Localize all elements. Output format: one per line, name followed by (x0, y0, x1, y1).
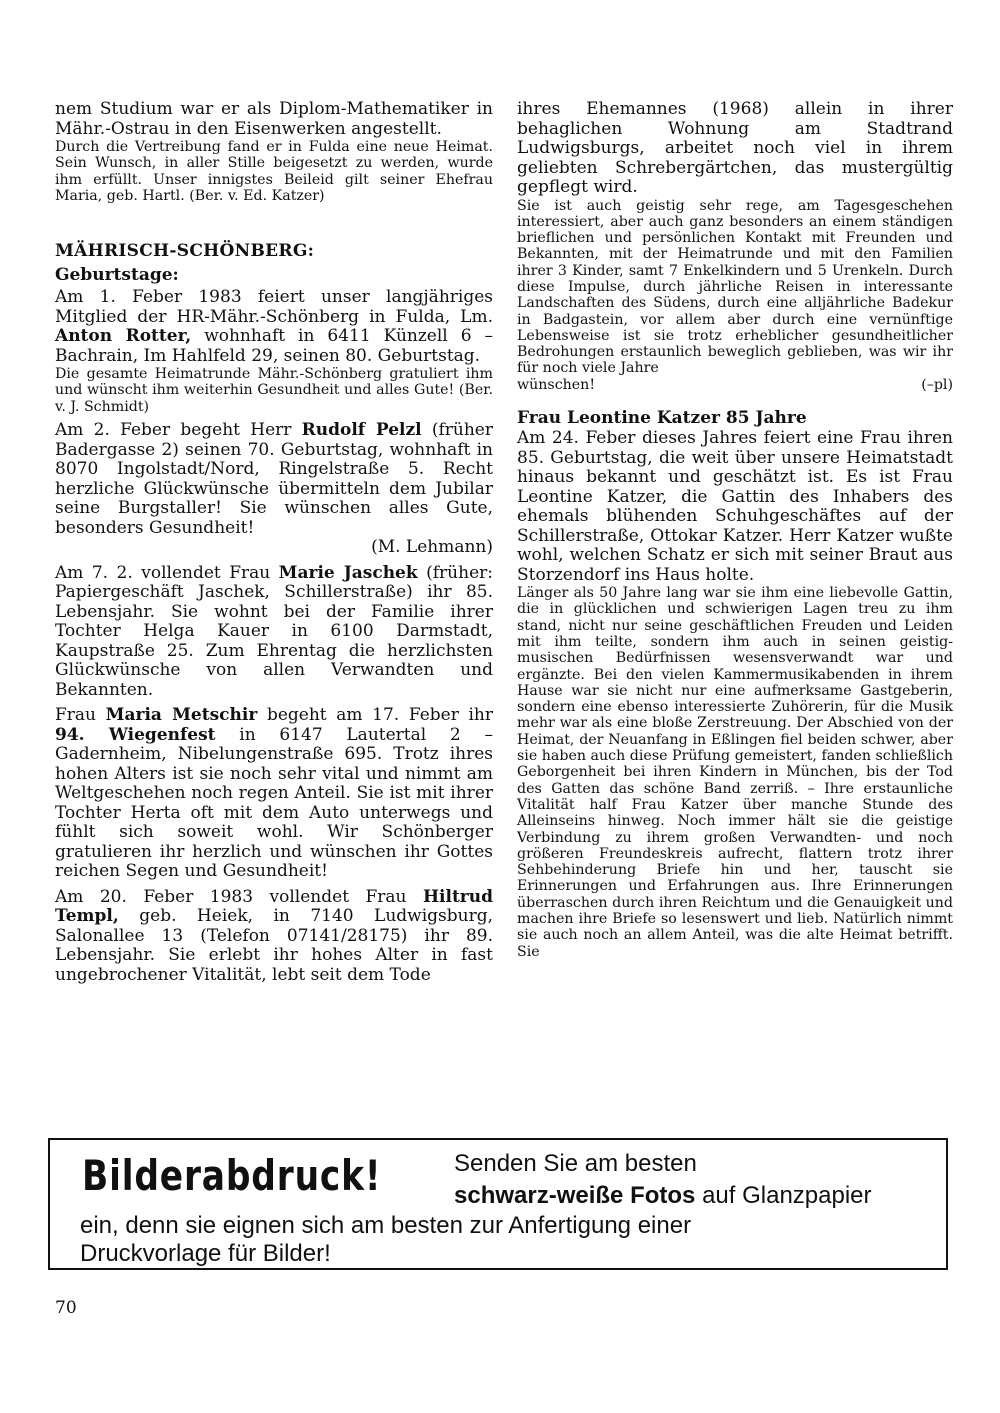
article-continuation: nem Studium war er als Diplom-Mathematiker in Mähr.-Ostrau in den Eisenwerken angestellt. (55, 99, 493, 139)
person-name: Hiltrud Templ, (55, 886, 494, 927)
signoff: (–pl) (921, 376, 953, 393)
ad-line: Druckvorlage für Bilder! (80, 1240, 331, 1267)
obituary-paragraph: Durch die Vertreibung fand er in Fulda eine neue Heimat. Sein Wunsch, in aller Stille beigesetzt zu werden, wurde ihm erfüllt. Unser innigstes Beileid gilt seiner Ehefrau Maria, geb. Hartl. (Ber. v. Ed. Katzer) (55, 139, 493, 204)
text: (früher: Papiergeschäft Jaschek, Schillerstraße) ihr 85. Lebensjahr. Sie wohnt bei der Familie ihrer Tochter Helga Kauer in 6100 Darmstadt, Kaupstraße 25. Zum Ehrentag die herzlichsten Glückwünsche von allen Verwandten und Bekannten. (55, 562, 493, 700)
subheading: Geburtstage: (55, 265, 179, 286)
birthday-entry-rotter (55, 288, 493, 366)
birthday-entry-jaschek (55, 564, 493, 701)
text: wünschen! (517, 376, 596, 393)
article-title: Frau Leontine Katzer 85 Jahre (517, 408, 807, 429)
body-paragraph: Sie ist auch geistig sehr rege, am Tagesgeschehen interessiert, aber auch ganz besonders an einem ständigen brieflichen und persönlichen Kontakt mit Freunden und Bekannten, mit der Heimatrunde und mit den Familien ihrer 3 Kinder, samt 7 Enkelkindern und 5 Urenkeln. Durch diese Impulse, durch jährliche Reisen in interessante Landschaften des Südens, durch eine alljährliche Badekur in Badgastein, vor allem aber durch eine vernünftige Lebensweise ist sie trotz erheblicher gesundheitlicher Bedrohungen erstaunlich beweglich geblieben, was wir ihr für noch viele Jahre (517, 197, 953, 377)
ad-emphasis: schwarz-weiße Fotos (454, 1182, 696, 1209)
section-heading: MÄHRISCH-SCHÖNBERG: (55, 241, 315, 262)
signoff: (M. Lehmann) (371, 537, 493, 558)
advertisement-box (48, 1138, 948, 1270)
ad-line: ein, denn sie eignen sich am besten zur Anfertigung einer (80, 1212, 692, 1239)
text: Am 20. Feber 1983 vollendet Frau (55, 886, 407, 907)
article-lead: Am 24. Feber dieses Jahres feiert eine Frau ihren 85. Geburtstag, die weit über unsere Heimatstadt hinaus bekannt und geschätzt ist. Es ist Frau Leontine Katzer, die Gattin des Inhabers des ehemals blühenden Schuhgeschäftes auf der Schillerstraße, Ottokar Katzer. Herr Katzer wußte wohl, welchen Schatz er sich mit seiner Braut aus Storzendorf ins Haus holte. (517, 428, 953, 585)
person-name: Maria Metschir (105, 705, 258, 726)
text: Am 7. 2. vollendet Frau (55, 562, 271, 583)
text: auf Glanzpapier (702, 1182, 872, 1209)
paragraph-ending (517, 377, 953, 393)
article-body: Länger als 50 Jahre lang war sie ihm eine liebevolle Gattin, die in glücklichen und schwierigen Lagen treu zu ihm stand, nicht nur seine geschäftlichen Freuden und Leiden mit ihm teilte, sondern ihm auch in seinen geistig-musischen Bedürfnissen wesensverwandt war und ergänzte. Bei den vielen Kammermusikabenden in ihrem Hause war sie nicht nur eine aufmerksame Gastgeberin, sondern eine ebenso interessierte Zuhörerin, für die Musik mehr war als eine bloße Zerstreuung. Der Abschied von der Heimat, der Neuanfang in Eßlingen fiel beiden schwer, aber sie haben auch diese Prüfung gemeistert, fanden schließlich Geborgenheit bei ihren Kindern in München, bis der Tod des Gatten das schöne Band zerriß. – Ihre erstaunliche Vitalität half Frau Katzer über manche Stunde des Alleinseins hinweg. Noch immer hält sie die geistige Verbindung zu ihrem großen Verwandten- und noch größeren Freundeskreis aufrecht, flattern trotz ihrer Sehbehinderung Briefe hin und her, tauscht sie Erinnerungen und Erfahrungen aus. Ihre Erinnerungen überraschen durch ihren Reichtum und die Genauigkeit und machen ihre Briefe so lesenswert und lieb. Natürlich nimmt sie auch noch an allem Anteil, was die alte Heimat betrifft. Sie (517, 585, 953, 960)
birthday-entry-templ (55, 888, 493, 986)
ad-line (454, 1182, 872, 1210)
text: Frau (55, 705, 97, 726)
person-name: Marie Jaschek (278, 562, 418, 583)
text: Am 2. Feber begeht Herr (55, 420, 292, 441)
text: Am 1. Feber 1983 feiert unser langjähriges Mitglied der HR-Mähr.-Schönberg in Fulda, Lm. (55, 287, 493, 327)
ad-title: Bilderabdruck! (82, 1151, 382, 1200)
right-column (517, 100, 953, 960)
person-name: Anton Rotter, (55, 326, 192, 347)
article-continuation: ihres Ehemannes (1968) allein in ihrer behaglichen Wohnung am Stadtrand Ludwigsburgs, arbeitet noch viel in ihrem geliebten Schrebergärtchen, das mustergültig gepflegt wird. (517, 99, 953, 197)
text: geb. Heiek, in 7140 Ludwigsburg, Salonallee 13 (Telefon 07141/28175) ihr 89. Lebensjahr. Sie erlebt ihr hohes Alter in fast ungebrochener Vitalität, lebt seit dem Tode (55, 906, 494, 985)
age-highlight: 94. Wiegenfest (55, 724, 216, 745)
birthday-entry-pelzl (55, 421, 493, 538)
page-number: 70 (55, 1298, 77, 1318)
ad-line: Senden Sie am besten (454, 1150, 697, 1177)
text: (früher Badergasse 2) seinen 70. Geburtstag, wohnhaft in 8070 Ingolstadt/Nord, Ringelstraße 5. Recht herzliche Glückwünsche übermitteln dem Jubilar seine Burgstaller! Sie wünschen alles Gute, besonders Gesundheit! (55, 420, 493, 538)
left-column (55, 100, 493, 985)
text: begeht am 17. Feber ihr (266, 705, 493, 726)
person-name: Rudolf Pelzl (301, 420, 422, 441)
greeting-paragraph: Die gesamte Heimatrunde Mähr.-Schönberg gratuliert ihm und wünscht ihm weiterhin Gesundheit und alles Gute! (Ber. v. J. Schmidt) (55, 366, 493, 415)
text: in 6147 Lautertal 2 – Gadernheim, Nibelungenstraße 695. Trotz ihres hohen Alters ist sie noch sehr vital und nimmt am Weltgeschehen noch regen Anteil. Sie ist mit ihrer Tochter Herta oft mit dem Auto unterwegs und fühlt sich soweit wohl. Wir Schönberger gratulieren ihr herzlich und wünschen ihr Gottes reichen Segen und Gesundheit! (55, 724, 493, 882)
text: wohnhaft in 6411 Künzell 6 – Bachrain, Im Hahlfeld 29, seinen 80. Geburtstag. (55, 326, 493, 366)
birthday-entry-metschir (55, 706, 493, 882)
